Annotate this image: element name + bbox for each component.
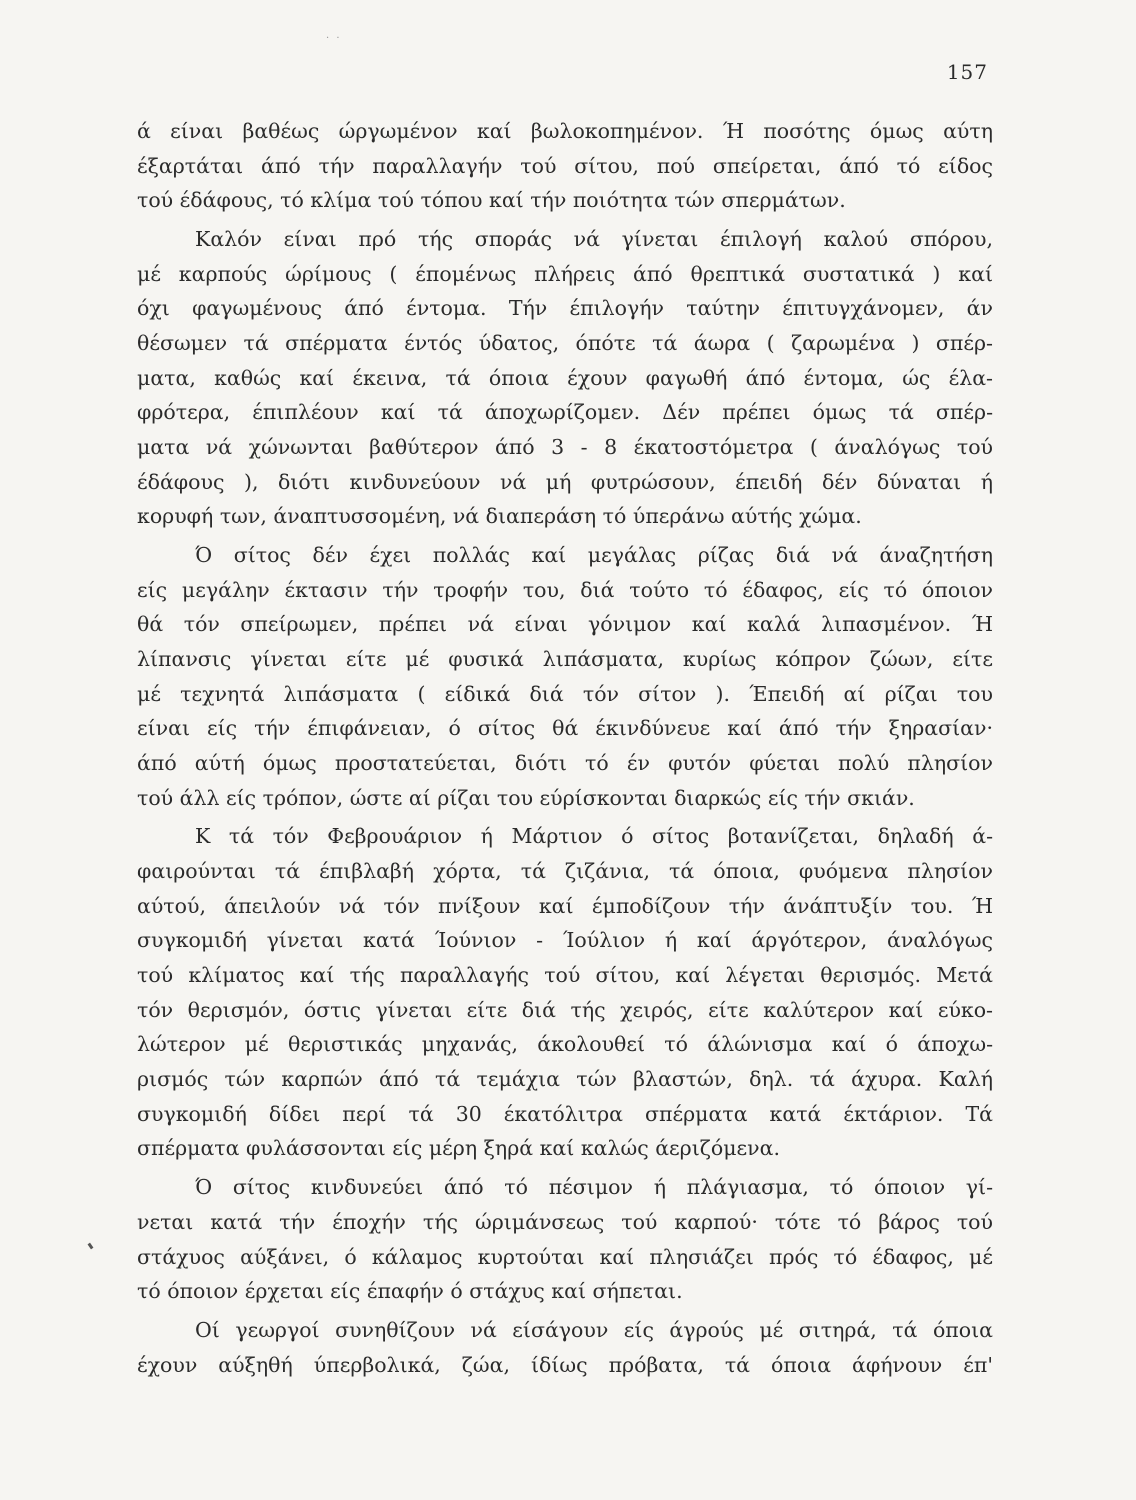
text-line: όχι φαγωμένους άπό έντομα. Τήν έπιλογήν ταύτην έπιτυγχάνομεν, άν [137, 296, 993, 321]
text-line: τό όποιον έρχεται είς έπαφήν ό στάχυς καί σήπεται. [137, 1279, 683, 1304]
text-line: θά τόν σπείρωμεν, πρέπει νά είναι γόνιμον καί καλά λιπασμένον. Ή [137, 612, 993, 637]
text-line: Καλόν είναι πρό τής σποράς νά γίνεται έπιλογή καλού σπόρου, [195, 227, 993, 252]
text-line: νεται κατά τήν έποχήν τής ώριμάνσεως τού καρπού· τότε τό βάρος τού [137, 1209, 993, 1234]
text-line: στάχυος αύξάνει, ό κάλαμος κυρτούται καί πλησιάζει πρός τό έδαφος, μέ [137, 1244, 993, 1269]
text-line: αύτού, άπειλούν νά τόν πνίξουν καί έμποδίζουν τήν άνάπτυξίν του. Ή [137, 893, 993, 918]
text-line: Ό σίτος δέν έχει πολλάς καί μεγάλας ρίζας διά νά άναζητήση [195, 543, 993, 568]
text-line: Ό σίτος κινδυνεύει άπό τό πέσιμον ή πλάγιασμα, τό όποιον γί- [195, 1175, 993, 1200]
text-line: σπέρματα φυλάσσονται είς μέρη ξηρά καί καλώς άεριζόμενα. [137, 1136, 780, 1161]
page-number: 157 [946, 60, 988, 84]
text-line: λίπανσις γίνεται είτε μέ φυσικά λιπάσματα, κυρίως κόπρον ζώων, είτε [137, 647, 993, 672]
text-line: ρισμός τών καρπών άπό τά τεμάχια τών βλαστών, δηλ. τά άχυρα. Καλή [137, 1067, 993, 1092]
text-line: μέ τεχνητά λιπάσματα ( είδικά διά τόν σίτον ). Έπειδή αί ρίζαι του [137, 681, 993, 706]
text-line: ματα νά χώνωνται βαθύτερον άπό 3 - 8 έκατοστόμετρα ( άναλόγως τού [137, 435, 993, 460]
text-line: λώτερον μέ θεριστικάς μηχανάς, άκολουθεί τό άλώνισμα καί ό άποχω- [137, 1032, 993, 1057]
text-line: έδάφους ), διότι κινδυνεύουν νά μή φυτρώσουν, έπειδή δέν δύναται ή [137, 469, 993, 494]
text-line: ματα, καθώς καί έκεινα, τά όποια έχουν φαγωθή άπό έντομα, ώς έλα- [137, 365, 993, 390]
text-line: Κ τά τόν Φεβρουάριον ή Μάρτιον ό σίτος βοτανίζεται, δηλαδή ά- [195, 824, 993, 849]
text-line: τού άλλ είς τρόπον, ώστε αί ρίζαι του εύρίσκονται διαρκώς είς τήν σκιάν. [137, 785, 915, 810]
text-line: συγκομιδή γίνεται κατά Ίούνιον - Ίούλιον ή καί άργότερον, άναλόγως [137, 928, 993, 953]
text-line: φρότερα, έπιπλέουν καί τά άποχωρίζομεν. Δέν πρέπει όμως τά σπέρ- [137, 400, 993, 425]
body-text [137, 114, 993, 1382]
text-line: άπό αύτή όμως προστατεύεται, διότι τό έν φυτόν φύεται πολύ πλησίον [137, 751, 993, 776]
text-line: θέσωμεν τά σπέρματα έντός ύδατος, όπότε τά άωρα ( ζαρωμένα ) σπέρ- [137, 331, 993, 356]
text-line: φαιρούνται τά έπιβλαβή χόρτα, τά ζιζάνια, τά όποια, φυόμενα πλησίον [137, 859, 993, 884]
text-line: είναι είς τήν έπιφάνειαν, ό σίτος θά έκινδύνευε καί άπό τήν ξηρασίαν· [137, 716, 993, 741]
text-line: είς μεγάλην έκτασιν τήν τροφήν του, διά τούτο τό έδαφος, είς τό όποιον [137, 577, 993, 602]
text-line: ά είναι βαθέως ώργωμένον καί βωλοκοπημένον. Ή ποσότης όμως αύτη [137, 119, 993, 143]
text-line: έχουν αύξηθή ύπερβολικά, ζώα, ίδίως πρόβατα, τά όποια άφήνουν έπ' [137, 1352, 993, 1377]
text-line: έξαρτάται άπό τήν παραλλαγήν τού σίτου, πού σπείρεται, άπό τό είδος [137, 153, 993, 178]
text-line: τόν θερισμόν, όστις γίνεται είτε διά τής χειρός, είτε καλύτερον καί εύκο- [137, 997, 993, 1022]
text-line: κορυφή των, άναπτυσσομένη, νά διαπεράση τό ύπεράνω αύτής χώμα. [137, 504, 862, 529]
text-line: συγκομιδή δίδει περί τά 30 έκατόλιτρα σπέρματα κατά έκτάριον. Τά [137, 1101, 993, 1126]
text-line: μέ καρπούς ώρίμους ( έπομένως πλήρεις άπό θρεπτικά συστατικά ) καί [137, 261, 993, 286]
text-line: τού κλίματος καί τής παραλλαγής τού σίτου, καί λέγεται θερισμός. Μετά [137, 963, 993, 988]
text-line: τού έδάφους, τό κλίμα τού τόπου καί τήν ποιότητα τών σπερμάτων. [137, 188, 846, 213]
text-line: Οί γεωργοί συνηθίζουν νά είσάγουν είς άγρούς μέ σιτηρά, τά όποια [195, 1317, 993, 1342]
scan-marks: · · [326, 33, 342, 44]
scan-speck [88, 1243, 94, 1250]
